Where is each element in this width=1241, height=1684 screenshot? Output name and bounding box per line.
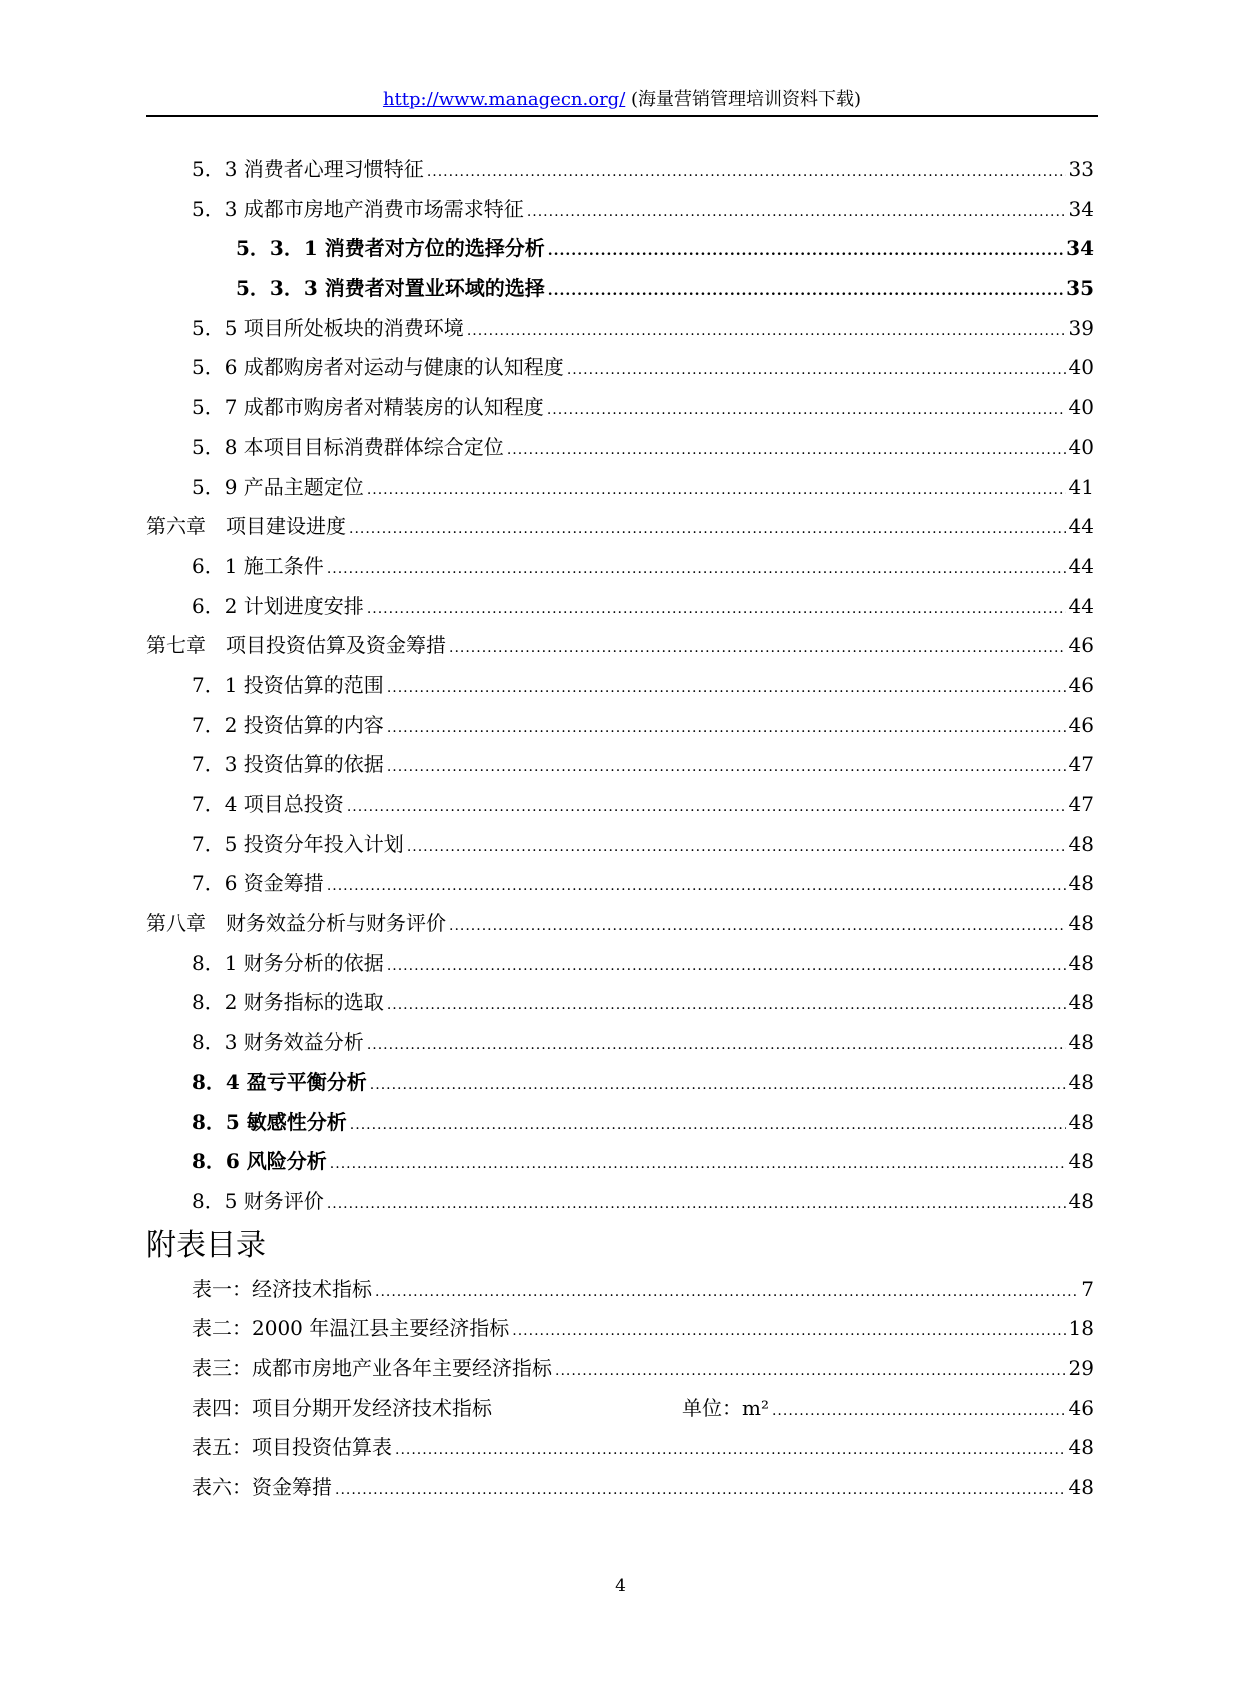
- appendix-entry-page: 7: [1081, 1276, 1094, 1301]
- dot-leader: [350, 1106, 1066, 1146]
- dot-leader: [467, 312, 1066, 352]
- toc-entry-page: 48: [1068, 1069, 1094, 1094]
- toc-entry-label: 6．1 施工条件: [192, 553, 324, 578]
- toc-entry-page: 39: [1068, 315, 1094, 340]
- toc-entry-page: 40: [1068, 434, 1094, 459]
- toc-entry-page: 48: [1068, 1109, 1094, 1134]
- toc-entry-page: 41: [1068, 474, 1094, 499]
- toc-entry-page: 40: [1068, 355, 1094, 380]
- toc-entry-label: 8．2 财务指标的选取: [192, 990, 384, 1015]
- appendix-entry-page: 48: [1068, 1475, 1094, 1499]
- toc-entry-label: 第七章 项目投资估算及资金筹措: [146, 633, 446, 658]
- toc-entry[interactable]: [146, 348, 1094, 388]
- toc-entry-page: 40: [1068, 395, 1094, 420]
- toc-entry-label: 7．4 项目总投资: [192, 792, 344, 816]
- toc-entry-label: 7．2 投资估算的内容: [192, 712, 384, 737]
- header-divider: [146, 115, 1098, 117]
- dot-leader: [387, 669, 1066, 709]
- toc-entries: [146, 150, 1094, 1222]
- toc-entry-page: 34: [1066, 236, 1094, 261]
- dot-leader: [512, 1312, 1065, 1352]
- dot-leader: [327, 1185, 1066, 1225]
- dot-leader: [367, 590, 1066, 630]
- toc-entry-page: 44: [1068, 593, 1094, 618]
- dot-leader: [507, 431, 1066, 471]
- appendix-entry[interactable]: [146, 1349, 1094, 1389]
- toc-entry[interactable]: [146, 468, 1094, 508]
- toc-entry-label: 5．8 本项目目标消费群体综合定位: [192, 434, 504, 459]
- dot-leader: [330, 1145, 1066, 1185]
- toc-entry[interactable]: [146, 309, 1094, 349]
- header-link[interactable]: http://www.managecn.org/: [382, 89, 626, 110]
- page-number: 4: [615, 1576, 626, 1596]
- toc-entry-label: 8．6 风险分析: [192, 1149, 327, 1174]
- toc-entry-label: 5．6 成都购房者对运动与健康的认知程度: [192, 355, 564, 380]
- page-header: [146, 86, 1098, 114]
- toc-entry-page: 34: [1068, 196, 1094, 221]
- dot-leader: [370, 1066, 1066, 1106]
- dot-leader: [555, 1352, 1066, 1392]
- toc-entry[interactable]: [146, 666, 1094, 706]
- toc-entry[interactable]: [146, 229, 1094, 269]
- table-of-contents: [146, 150, 1094, 1508]
- toc-entry[interactable]: [146, 1063, 1094, 1103]
- toc-entry[interactable]: [146, 864, 1094, 904]
- dot-leader: [449, 629, 1066, 669]
- toc-entry-page: 48: [1068, 871, 1094, 896]
- toc-entry[interactable]: [146, 269, 1094, 309]
- toc-entry[interactable]: [146, 825, 1094, 865]
- dot-leader: [387, 986, 1066, 1026]
- dot-leader: [547, 391, 1066, 431]
- appendix-entry-label: 表四：项目分期开发经济技术指标: [192, 1395, 492, 1420]
- toc-entry-page: 47: [1068, 792, 1094, 816]
- dot-leader: [327, 550, 1066, 590]
- toc-entry-label: 第八章 财务效益分析与财务评价: [146, 911, 446, 936]
- toc-entry-page: 48: [1068, 1188, 1094, 1213]
- appendix-entry[interactable]: [146, 1270, 1094, 1310]
- toc-entry-page: 48: [1068, 911, 1094, 936]
- toc-entry-label: 8．5 敏感性分析: [192, 1109, 347, 1134]
- dot-leader: [548, 272, 1063, 312]
- appendix-entry-label: 表五：项目投资估算表: [192, 1435, 392, 1460]
- dot-leader: [327, 867, 1066, 907]
- dot-leader: [375, 1273, 1078, 1313]
- toc-entry-label: 5．3 成都市房地产消费市场需求特征: [192, 196, 524, 221]
- dot-leader: [335, 1471, 1066, 1511]
- dot-leader: [548, 232, 1063, 272]
- toc-entry-label: 5．3．3 消费者对置业环域的选择: [236, 276, 545, 301]
- dot-leader: [367, 471, 1066, 511]
- toc-entry-label: 5．5 项目所处板块的消费环境: [192, 315, 464, 340]
- dot-leader: [567, 351, 1066, 391]
- appendix-entry-label: 表六：资金筹措: [192, 1475, 332, 1499]
- toc-entry-label: 8．3 财务效益分析: [192, 1030, 364, 1055]
- toc-entry[interactable]: [146, 1142, 1094, 1182]
- toc-entry-label: 5．9 产品主题定位: [192, 474, 364, 499]
- toc-entry-label: 8．1 财务分析的依据: [192, 950, 384, 975]
- appendix-entry[interactable]: [146, 1468, 1094, 1508]
- toc-entry-page: 48: [1068, 1149, 1094, 1174]
- header-suffix: (海量营销管理培训资料下载): [625, 89, 862, 110]
- toc-entry-page: 35: [1066, 276, 1094, 301]
- toc-entry[interactable]: [146, 507, 1094, 547]
- toc-entry[interactable]: [146, 388, 1094, 428]
- toc-entry[interactable]: [146, 745, 1094, 785]
- dot-leader: [427, 153, 1066, 193]
- appendix-entry[interactable]: [146, 1389, 1094, 1429]
- dot-leader: [349, 510, 1066, 550]
- dot-leader: [407, 828, 1066, 868]
- toc-entry[interactable]: [146, 1182, 1094, 1222]
- toc-entry-page: 47: [1068, 752, 1094, 777]
- appendix-entry-unit: 单位：m²: [682, 1395, 769, 1420]
- toc-entry[interactable]: [146, 785, 1094, 825]
- toc-entry-label: 6．2 计划进度安排: [192, 593, 364, 618]
- toc-entry[interactable]: [146, 1023, 1094, 1063]
- toc-entry-page: 46: [1068, 712, 1094, 737]
- toc-entry[interactable]: [146, 547, 1094, 587]
- appendix-entry-label: 表一：经济技术指标: [192, 1276, 372, 1301]
- dot-leader: [449, 907, 1066, 947]
- toc-entry-label: 7．5 投资分年投入计划: [192, 831, 404, 856]
- toc-entry[interactable]: [146, 587, 1094, 627]
- toc-entry-label: 5．7 成都市购房者对精装房的认知程度: [192, 395, 544, 420]
- appendix-entries: [146, 1270, 1094, 1508]
- toc-entry[interactable]: [146, 706, 1094, 746]
- toc-entry[interactable]: [146, 904, 1094, 944]
- toc-entry-page: 48: [1068, 1030, 1094, 1055]
- appendix-entry-page: 48: [1068, 1435, 1094, 1460]
- toc-entry-page: 44: [1068, 553, 1094, 578]
- toc-entry-page: 46: [1068, 672, 1094, 697]
- toc-entry[interactable]: [146, 1103, 1094, 1143]
- toc-entry-label: 7．6 资金筹措: [192, 871, 324, 896]
- toc-entry[interactable]: [146, 150, 1094, 190]
- dot-leader: [387, 748, 1066, 788]
- appendix-entry-page: 18: [1068, 1316, 1094, 1341]
- toc-entry[interactable]: [146, 983, 1094, 1023]
- dot-leader: [772, 1392, 1066, 1432]
- toc-entry-page: 33: [1068, 157, 1094, 181]
- toc-entry-page: 48: [1068, 950, 1094, 975]
- toc-entry-page: 48: [1068, 831, 1094, 856]
- dot-leader: [347, 788, 1066, 828]
- toc-entry-label: 7．3 投资估算的依据: [192, 752, 384, 777]
- toc-entry-label: 第六章 项目建设进度: [146, 514, 346, 539]
- toc-entry[interactable]: [146, 190, 1094, 230]
- appendix-entry-label: 表三：成都市房地产业各年主要经济指标: [192, 1355, 552, 1380]
- toc-entry-page: 46: [1068, 633, 1094, 658]
- dot-leader: [387, 709, 1066, 749]
- toc-entry-label: 5．3．1 消费者对方位的选择分析: [236, 236, 545, 261]
- toc-entry-label: 8．5 财务评价: [192, 1188, 324, 1213]
- toc-entry[interactable]: [146, 944, 1094, 984]
- appendix-entry[interactable]: [146, 1309, 1094, 1349]
- dot-leader: [527, 193, 1066, 233]
- appendix-entry-label: 表二：2000 年温江县主要经济指标: [192, 1316, 510, 1341]
- toc-entry[interactable]: [146, 428, 1094, 468]
- toc-entry-label: 8．4 盈亏平衡分析: [192, 1069, 367, 1094]
- dot-leader: [395, 1431, 1066, 1471]
- dot-leader: [367, 1026, 1066, 1066]
- toc-entry-page: 44: [1068, 514, 1094, 539]
- appendix-entry-page: 46: [1068, 1395, 1094, 1420]
- toc-entry-label: 5．3 消费者心理习惯特征: [192, 157, 424, 181]
- appendix-heading: 附表目录: [146, 1227, 266, 1263]
- appendix-entry[interactable]: [146, 1428, 1094, 1468]
- appendix-entry-page: 29: [1068, 1355, 1094, 1380]
- dot-leader: [387, 947, 1066, 987]
- toc-entry-label: 7．1 投资估算的范围: [192, 672, 384, 697]
- toc-entry[interactable]: [146, 626, 1094, 666]
- toc-entry-page: 48: [1068, 990, 1094, 1015]
